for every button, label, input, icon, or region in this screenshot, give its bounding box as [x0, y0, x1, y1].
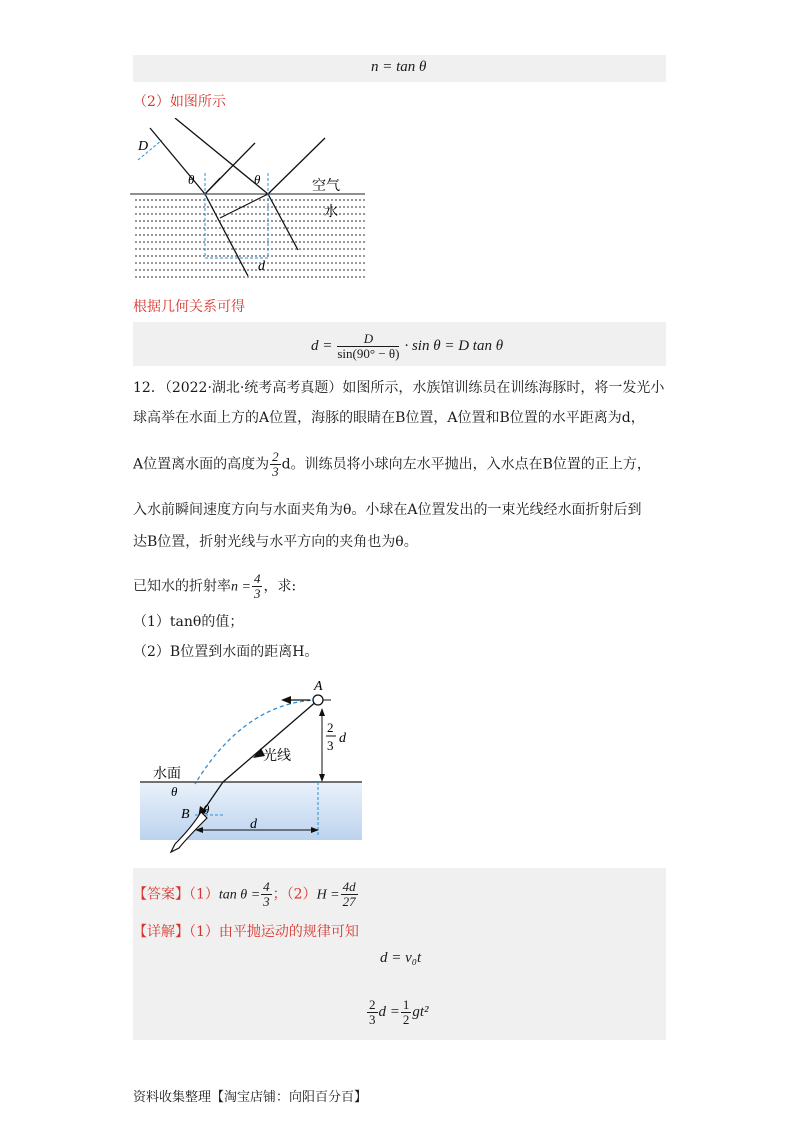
detail-text: （1）由平抛运动的规律可知: [189, 924, 359, 940]
label-theta-left: θ: [188, 172, 195, 187]
question-1: （1）tanθ的值；: [133, 614, 244, 630]
label-theta-right: θ: [254, 172, 261, 187]
label-light: 光线: [263, 749, 291, 764]
answer-f2-frac: [341, 880, 358, 909]
detail-eq1: d = v₀t: [380, 950, 422, 966]
answer-f2-num: 4d: [342, 879, 356, 894]
label-theta-entry: θ: [171, 784, 178, 799]
problem-line-6b: ，求:: [263, 578, 297, 595]
detail-tag: 【详解】: [133, 924, 189, 940]
formula-n-tan: n = tan θ: [371, 59, 427, 75]
label-surface: 水面: [153, 767, 181, 782]
answer-f1-lhs: tan θ =: [218, 887, 261, 903]
formula-box-2: [133, 322, 666, 366]
eq2-num-l: 2: [369, 997, 376, 1012]
problem-line-6a: 已知水的折射率: [133, 578, 231, 595]
problem-frac-2-3: [270, 450, 281, 479]
problem-line-3a: A位置离水面的高度为: [133, 456, 270, 473]
answer-tag: 【答案】: [133, 886, 189, 903]
detail-eq2: [366, 998, 429, 1027]
problem-line-1: 12．（2022·湖北·统考高考真题）如图所示，水族馆训练员在训练海豚时，将一发光小: [133, 380, 665, 396]
label-frac-den: 3: [327, 738, 334, 753]
problem-line-2: 球高举在水面上方的A位置，海豚的眼睛在B位置，A位置和B位置的水平距离为d，: [133, 410, 645, 426]
dolphin-figure: [135, 672, 375, 862]
frac-den-3: 3: [253, 586, 261, 601]
answer-p1: （1）: [189, 886, 219, 903]
footer: 资料收集整理【淘宝店铺：向阳百分百】: [133, 1090, 368, 1105]
refractive-n: n =: [231, 579, 251, 595]
problem-frac-4-3: [252, 572, 263, 601]
label-A: A: [314, 679, 323, 694]
eq2-den-r: 2: [402, 1012, 410, 1027]
label-air: 空气: [312, 179, 340, 194]
geometry-heading: 根据几何关系可得: [133, 299, 245, 315]
label-D: D: [138, 139, 149, 154]
eq2-frac-right: [401, 998, 412, 1027]
answer-f1-frac: [261, 880, 272, 909]
problem-line-4: 入水前瞬间速度方向与水面夹角为θ。小球在A位置发出的一束光线经水面折射后到: [133, 502, 642, 518]
ball-A: [313, 695, 323, 705]
label-water: 水: [324, 205, 338, 220]
answer-f1-den: 3: [263, 894, 270, 909]
answer-line: [133, 880, 359, 909]
problem-line-5: 达B位置，折射光线与水平方向的夹角也为θ。: [133, 534, 418, 550]
eq2-mid: d =: [378, 1003, 400, 1020]
incident-ray-1: [150, 128, 205, 194]
label-d: d: [258, 259, 265, 274]
formula-box-top: [133, 55, 666, 82]
formula-d-Dtan: [311, 332, 503, 361]
detail-line: [133, 922, 359, 942]
formula2-fraction: [337, 332, 399, 361]
label-theta-B: θ: [203, 802, 210, 817]
formula2-lhs: d =: [311, 338, 333, 354]
refraction-figure-1: [130, 118, 370, 288]
frac-num-4: 4: [253, 571, 261, 586]
ball-trajectory: [195, 700, 318, 784]
eq2-den-l: 3: [369, 1012, 376, 1027]
frac-num: 2: [272, 449, 279, 464]
answer-f2-lhs: H =: [316, 887, 340, 903]
formula2-rhs: · sin θ = D tan θ: [404, 338, 504, 354]
answer-f1-num: 4: [263, 879, 270, 894]
problem-line-6: [133, 572, 296, 601]
eq2-end: gt²: [412, 1003, 429, 1020]
label-frac-num: 2: [327, 720, 334, 735]
eq2-num-r: 1: [402, 997, 410, 1012]
eq2-frac-left: [367, 998, 378, 1027]
answer-sep: ；（2）: [272, 886, 317, 903]
light-ray-air: [223, 700, 318, 782]
label-d-2: d: [250, 817, 257, 832]
frac-den: 3: [272, 464, 279, 479]
question-2: （2）B位置到水面的距离H。: [133, 644, 319, 660]
label-B: B: [181, 807, 190, 822]
label-frac-d: d: [339, 731, 346, 746]
formula2-num: D: [337, 332, 399, 347]
part2-label: （2）如图所示: [133, 94, 226, 110]
problem-line-3: [133, 450, 651, 479]
answer-f2-den: 27: [342, 894, 356, 909]
formula2-den: sin(90° − θ): [337, 346, 400, 361]
problem-line-3b: d。训练员将小球向左水平抛出，入水点在B位置的正上方，: [281, 456, 651, 473]
